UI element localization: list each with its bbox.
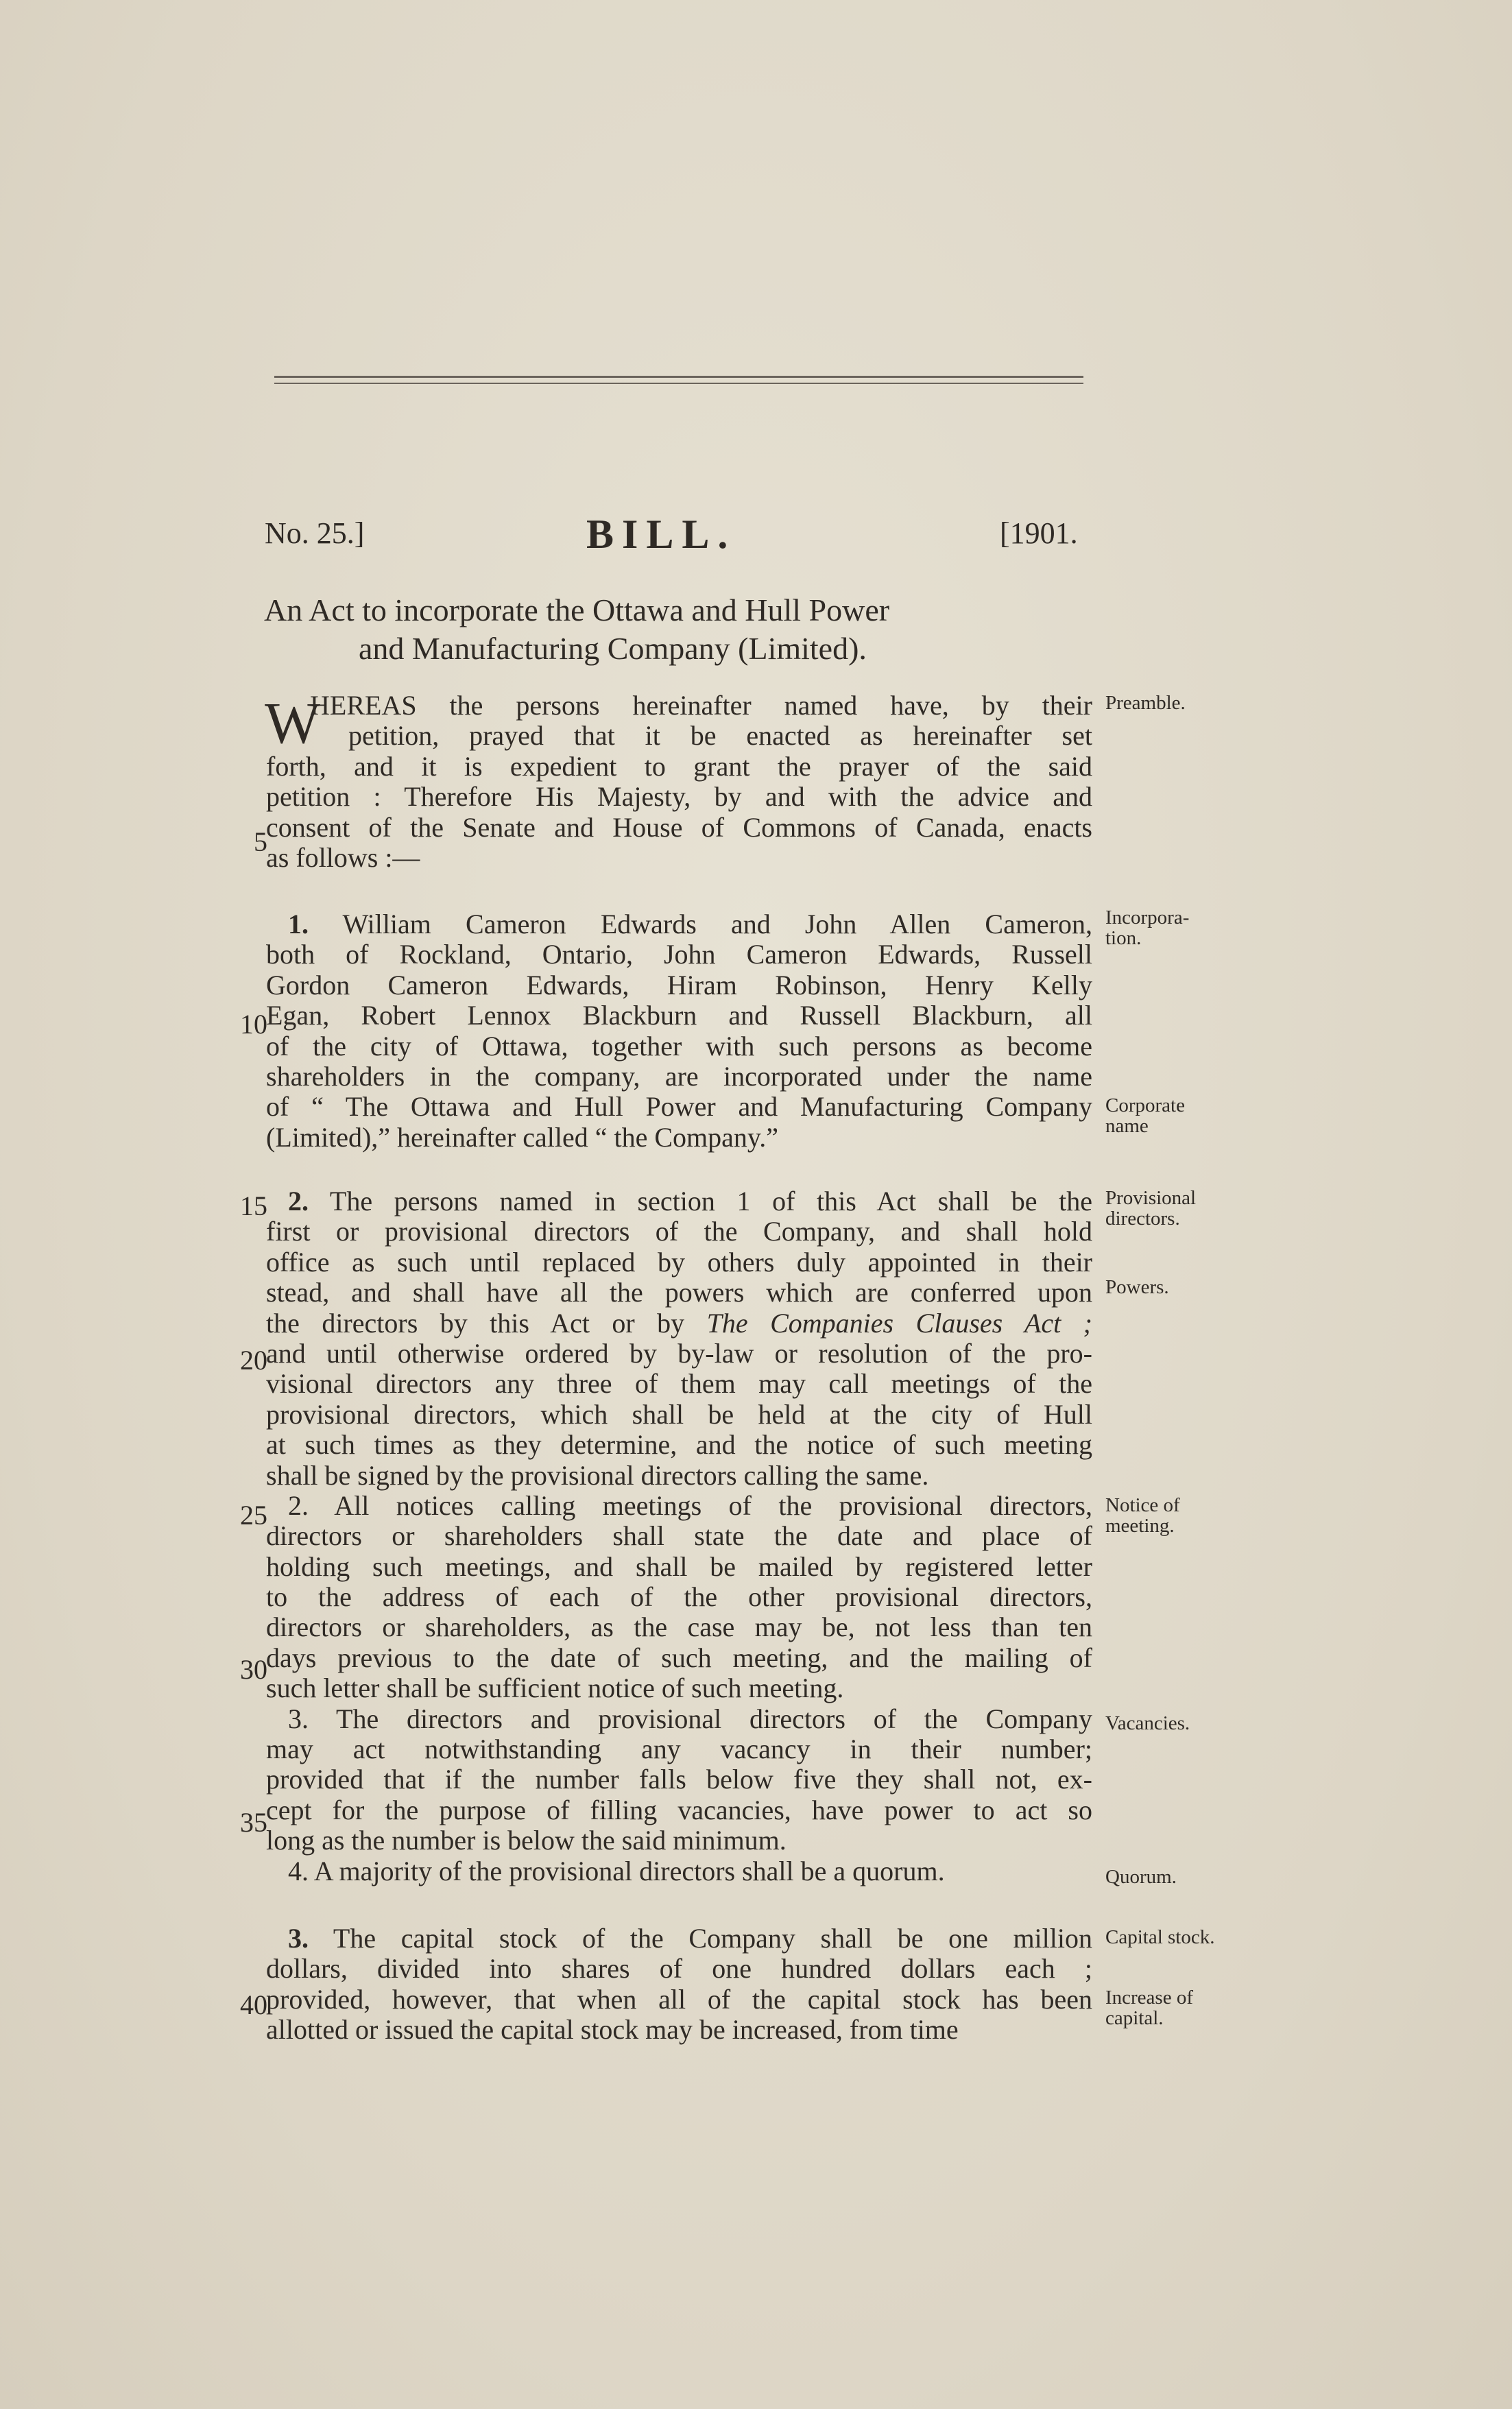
section-3-line: The capital stock of the Company shall be one million bbox=[333, 1923, 1093, 1954]
section-number: 1. bbox=[288, 909, 309, 939]
section-2-line: visional directors any three of them may call meetings of the bbox=[266, 1368, 1092, 1400]
subsection-2-line: days previous to the date of such meeting, and the mailing of bbox=[266, 1642, 1092, 1673]
section-number: 3. bbox=[288, 1923, 309, 1954]
preamble-line: consent of the Senate and House of Commons of Canada, enacts bbox=[266, 811, 1092, 843]
margin-note-capital: Capital stock. bbox=[1105, 1926, 1215, 1948]
subsection-2-line: holding such meetings, and shall be mailed by registered letter bbox=[266, 1550, 1092, 1582]
section-1-line: both of Rockland, Ontario, John Cameron Edwards, Russell bbox=[266, 939, 1092, 970]
act-title-line2: and Manufacturing Company (Limited). bbox=[359, 631, 867, 666]
subsection-2-line: directors or shareholders shall state the date and place of bbox=[266, 1520, 1092, 1552]
section-2-line: The persons named in section 1 of this Act shall be the bbox=[329, 1186, 1092, 1217]
line-number: 40 bbox=[240, 1989, 267, 2020]
section-2-line: and until otherwise ordered by by-law or resolution of the pro- bbox=[266, 1337, 1092, 1369]
subsection-4-line: 4. A majority of the provisional directors shall be a quorum. bbox=[288, 1855, 945, 1886]
section-1-line: (Limited),” hereinafter called “ the Company.” bbox=[266, 1121, 779, 1153]
preamble-line: petition : Therefore His Majesty, by and with the advice and bbox=[266, 781, 1092, 813]
preamble-line: HEREAS the persons hereinafter named have, by their bbox=[310, 690, 1092, 721]
subsection-2-line: 2. All notices calling meetings of the provisional directors, bbox=[288, 1489, 1092, 1521]
line-number: 5 bbox=[254, 826, 267, 857]
subsection-3-line: 3. The directors and provisional directors of the Company bbox=[288, 1703, 1092, 1734]
section-3 bbox=[266, 1923, 1092, 2046]
margin-note-provisional: Provisional directors. bbox=[1105, 1187, 1197, 1230]
subsection-2-line: to the address of each of the other provisional directors, bbox=[266, 1581, 1092, 1613]
preamble-line: forth, and it is expedient to grant the prayer of the said bbox=[266, 750, 1092, 782]
section-3-line: provided, however, that when all of the capital stock has been bbox=[266, 1983, 1092, 2015]
subsection-3-line: provided that if the number falls below five they shall not, ex- bbox=[266, 1764, 1092, 1795]
top-rule-thin bbox=[274, 383, 1083, 384]
companies-clauses-act: The Companies Clauses Act ; bbox=[706, 1307, 1093, 1339]
preamble-line: as follows :— bbox=[266, 841, 420, 873]
subsection-3-line: may act notwithstanding any vacancy in their number; bbox=[266, 1734, 1092, 1765]
line-number: 20 bbox=[240, 1345, 267, 1376]
line-number: 10 bbox=[240, 1009, 267, 1040]
section-1-line: Egan, Robert Lennox Blackburn and Russell Blackburn, all bbox=[266, 1000, 1092, 1031]
line-number: 15 bbox=[240, 1190, 267, 1221]
section-2-line: provisional directors, which shall be held at the city of Hull bbox=[266, 1398, 1092, 1430]
subsection-2-line: such letter shall be sufficient notice of such meeting. bbox=[266, 1673, 844, 1704]
margin-note-vacancies: Vacancies. bbox=[1105, 1712, 1190, 1734]
section-2-line: office as such until replaced by others duly appointed in their bbox=[266, 1246, 1092, 1278]
top-rule bbox=[274, 376, 1083, 378]
bill-number: No. 25.] bbox=[265, 516, 365, 550]
preamble bbox=[266, 691, 1092, 873]
bill-heading: BILL. bbox=[586, 512, 736, 557]
margin-note-corporate-name: Corporate name bbox=[1105, 1094, 1185, 1137]
line-number: 30 bbox=[240, 1654, 267, 1685]
margin-note-notice: Notice of meeting. bbox=[1105, 1494, 1180, 1537]
subsection-3-line: long as the number is below the said minimum. bbox=[266, 1825, 787, 1856]
margin-note-incorporation: Incorpora-tion. bbox=[1105, 907, 1190, 949]
section-2-line: at such times as they determine, and the notice of such meeting bbox=[266, 1429, 1092, 1461]
margin-note-increase: Increase of capital. bbox=[1105, 1987, 1193, 2029]
section-2-line: stead, and shall have all the powers which are conferred upon bbox=[266, 1277, 1092, 1308]
section-2 bbox=[266, 1186, 1092, 1886]
section-3-line: dollars, divided into shares of one hundred dollars each ; bbox=[266, 1953, 1092, 1985]
margin-note-quorum: Quorum. bbox=[1105, 1866, 1177, 1888]
line-number: 25 bbox=[240, 1500, 267, 1531]
line-number: 35 bbox=[240, 1807, 267, 1838]
act-title bbox=[264, 591, 1087, 668]
section-2-line: the directors by this Act or by bbox=[266, 1307, 685, 1339]
section-1-line: of the city of Ottawa, together with such persons as become bbox=[266, 1030, 1092, 1062]
margin-note-preamble: Preamble. bbox=[1105, 692, 1186, 714]
section-1 bbox=[266, 909, 1092, 1153]
bill-year: [1901. bbox=[1000, 516, 1078, 550]
section-3-line: allotted or issued the capital stock may be increased, from time bbox=[266, 2014, 959, 2046]
section-1-line: of “ The Ottawa and Hull Power and Manufacturing Company bbox=[266, 1091, 1092, 1123]
subsection-3-line: cept for the purpose of filling vacancies, have power to act so bbox=[266, 1794, 1092, 1825]
section-2-line: shall be signed by the provisional directors calling the same. bbox=[266, 1459, 929, 1491]
section-1-line: Gordon Cameron Edwards, Hiram Robinson, Henry Kelly bbox=[266, 969, 1092, 1000]
section-number: 2. bbox=[288, 1186, 309, 1217]
subsection-2-line: directors or shareholders, as the case may be, not less than ten bbox=[266, 1611, 1092, 1643]
preamble-line: petition, prayed that it be enacted as hereinafter set bbox=[348, 720, 1092, 752]
section-1-line: William Cameron Edwards and John Allen Cameron, bbox=[342, 909, 1093, 939]
section-1-line: shareholders in the company, are incorporated under the name bbox=[266, 1060, 1092, 1092]
dropcap-letter: W bbox=[265, 690, 321, 756]
section-2-line: first or provisional directors of the Company, and shall hold bbox=[266, 1216, 1092, 1247]
act-title-line1: An Act to incorporate the Ottawa and Hull Power bbox=[264, 592, 890, 627]
margin-note-powers: Powers. bbox=[1105, 1276, 1169, 1298]
